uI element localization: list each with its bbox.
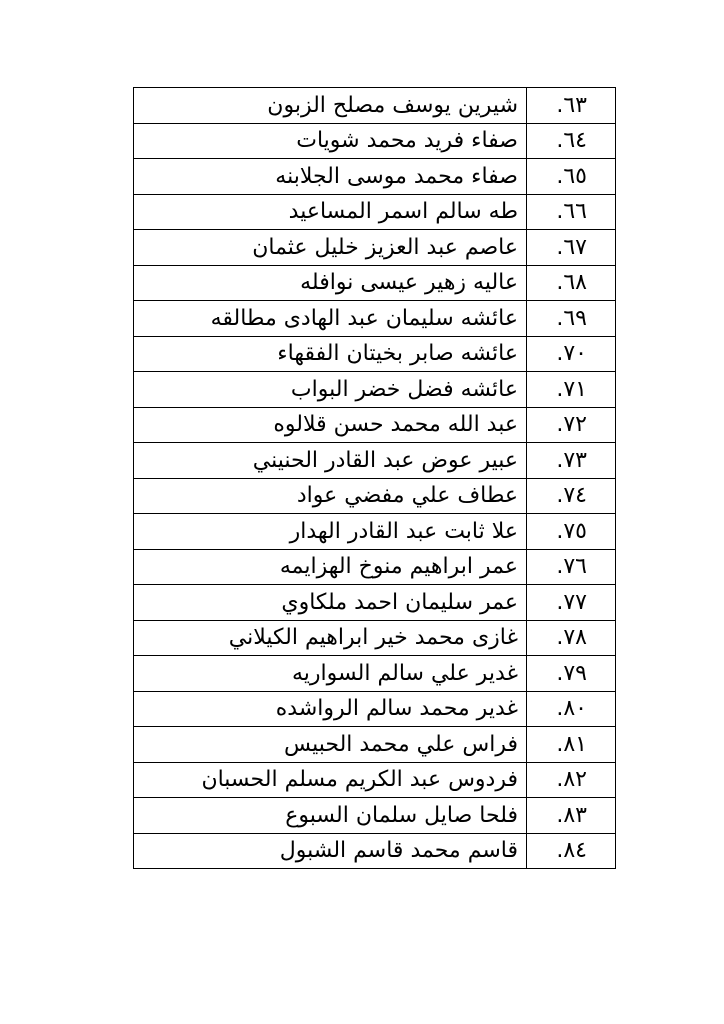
row-number: ٨٠. [527, 691, 616, 727]
row-number: ٦٣. [527, 88, 616, 124]
row-number: ٨٤. [527, 833, 616, 869]
table-row [134, 833, 616, 869]
table-row [134, 265, 616, 301]
table-row [134, 585, 616, 621]
table-row [134, 762, 616, 798]
row-number: ٧٧. [527, 585, 616, 621]
table-row [134, 443, 616, 479]
row-number: ٧٠. [527, 336, 616, 372]
table-row [134, 478, 616, 514]
row-name: فردوس عبد الكريم مسلم الحسبان [134, 762, 527, 798]
row-name: غازى محمد خير ابراهيم الكيلاني [134, 620, 527, 656]
row-number: ٧٥. [527, 514, 616, 550]
row-name: عطاف علي مفضي عواد [134, 478, 527, 514]
row-number: ٧٤. [527, 478, 616, 514]
row-number: ٧١. [527, 372, 616, 408]
table-row [134, 549, 616, 585]
row-name: عبير عوض عبد القادر الحنيني [134, 443, 527, 479]
row-number: ٧٢. [527, 407, 616, 443]
row-name: عائشه فضل خضر البواب [134, 372, 527, 408]
table-row [134, 620, 616, 656]
row-number: ٨٣. [527, 798, 616, 834]
row-name: غدير علي سالم السواريه [134, 656, 527, 692]
row-name: عائشه سليمان عبد الهادى مطالقه [134, 301, 527, 337]
row-name: صفاء محمد موسى الجلابنه [134, 159, 527, 195]
row-number: ٧٩. [527, 656, 616, 692]
row-name: عبد الله محمد حسن قلالوه [134, 407, 527, 443]
row-number: ٨٢. [527, 762, 616, 798]
row-name: فراس علي محمد الحبيس [134, 727, 527, 763]
table-row [134, 159, 616, 195]
names-table-body [134, 88, 616, 869]
table-row [134, 194, 616, 230]
table-row [134, 123, 616, 159]
names-table [133, 87, 616, 869]
row-name: شيرين يوسف مصلح الزبون [134, 88, 527, 124]
row-number: ٧٣. [527, 443, 616, 479]
table-row [134, 407, 616, 443]
row-name: عاصم عبد العزيز خليل عثمان [134, 230, 527, 266]
row-number: ٦٦. [527, 194, 616, 230]
row-name: علا ثابت عبد القادر الهدار [134, 514, 527, 550]
table-row [134, 230, 616, 266]
row-number: ٦٨. [527, 265, 616, 301]
table-row [134, 88, 616, 124]
row-name: طه سالم اسمر المساعيد [134, 194, 527, 230]
table-row [134, 301, 616, 337]
row-name: عائشه صابر بخيتان الفقهاء [134, 336, 527, 372]
table-row [134, 336, 616, 372]
row-number: ٧٨. [527, 620, 616, 656]
table-row [134, 656, 616, 692]
row-name: عمر ابراهيم منوخ الهزايمه [134, 549, 527, 585]
row-name: صفاء فريد محمد شويات [134, 123, 527, 159]
row-number: ٦٩. [527, 301, 616, 337]
table-row [134, 727, 616, 763]
table-row [134, 372, 616, 408]
table-row [134, 798, 616, 834]
row-name: عاليه زهير عيسى نوافله [134, 265, 527, 301]
table-row [134, 691, 616, 727]
row-number: ٦٤. [527, 123, 616, 159]
table-row [134, 514, 616, 550]
row-name: فلحا صايل سلمان السبوع [134, 798, 527, 834]
row-number: ٦٧. [527, 230, 616, 266]
row-number: ٨١. [527, 727, 616, 763]
row-name: عمر سليمان احمد ملكاوي [134, 585, 527, 621]
row-name: غدير محمد سالم الرواشده [134, 691, 527, 727]
row-name: قاسم محمد قاسم الشبول [134, 833, 527, 869]
row-number: ٦٥. [527, 159, 616, 195]
row-number: ٧٦. [527, 549, 616, 585]
